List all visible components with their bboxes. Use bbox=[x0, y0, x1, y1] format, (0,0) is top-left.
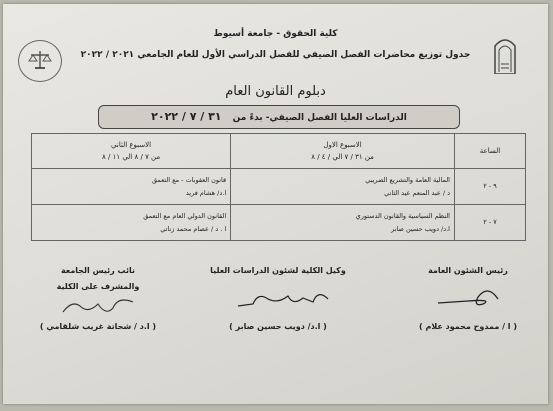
week1-header bbox=[231, 134, 455, 169]
right-signature-title: رئيس الشئون العامة bbox=[428, 266, 508, 275]
left-signature-title: نائب رئيس الجامعة bbox=[60, 266, 136, 275]
institution-name: كلية الحقوق - جامعة أسيوط bbox=[213, 29, 338, 39]
course-name: المالية العامة والتشريع الضريبي bbox=[365, 175, 450, 184]
right-signature-icon bbox=[428, 279, 508, 314]
left-signature-name: ( ا.د / شحاتة غريب شلقامي ) bbox=[39, 322, 157, 331]
week1-cell bbox=[231, 204, 455, 240]
session-header: الساعة bbox=[455, 134, 526, 169]
table-row bbox=[32, 204, 526, 240]
session-time: ٩ - ٢ bbox=[455, 168, 526, 204]
professor-name: ا . د / عصام محمد زناتي bbox=[160, 224, 227, 233]
week1-cell bbox=[231, 168, 455, 204]
week1-range: من ٣١ / ٧ الي / ٤ / ٨ bbox=[311, 152, 374, 161]
week2-header bbox=[32, 134, 231, 169]
left-signature-subtitle: والمشرف على الكلية bbox=[56, 282, 140, 291]
week2-cell bbox=[32, 204, 231, 240]
left-signature-icon bbox=[58, 294, 138, 322]
schedule-title: جدول توزيع محاضرات الفصل الصيفي للفصل الدراسي الأول للعام الجامعي ٢٠٢١ / ٢٠٢٢ bbox=[80, 50, 471, 60]
course-name: القانون الدولي العام مع التعمق bbox=[143, 211, 227, 220]
program-title: دبلوم القانون العام bbox=[225, 84, 326, 99]
period-label: الدراسات العليا الفصل الصيفي- بدءً من bbox=[232, 113, 407, 123]
middle-signature-title: وكيل الكلية لشئون الدراسات العليا bbox=[210, 266, 346, 275]
right-signature-name: ( ا / ممدوح محمود علام ) bbox=[419, 322, 517, 331]
table-header-row bbox=[32, 134, 526, 169]
faculty-logo-icon bbox=[492, 34, 518, 74]
professor-name: ا.د/ دويب حسين صابر bbox=[390, 224, 450, 233]
period-date: ٣١ / ٧ / ٢٠٢٢ bbox=[151, 110, 222, 123]
period-banner bbox=[98, 105, 460, 129]
professor-name: ا.د/ هشام فريد bbox=[185, 188, 227, 197]
middle-signature-icon bbox=[233, 284, 333, 314]
course-name: قانون العقوبات - مع التعمق bbox=[152, 175, 227, 184]
table-row bbox=[32, 168, 526, 204]
document-page bbox=[3, 4, 548, 404]
week2-range: من ٧ / ٨ الي ١١ / ٨ bbox=[102, 152, 161, 161]
university-seal-icon bbox=[18, 40, 62, 82]
course-name: النظم السياسية والقانون الدستوري bbox=[355, 211, 450, 220]
middle-signature-name: ( ا.د/ دويب حسين صابر ) bbox=[229, 322, 327, 331]
schedule-table bbox=[31, 133, 526, 241]
professor-name: د / عبد المنعم عيد الثاني bbox=[384, 188, 450, 197]
week1-name: الاسبوع الاول bbox=[323, 140, 362, 149]
session-time: ٧ - ٢ bbox=[455, 204, 526, 240]
week2-cell bbox=[32, 168, 231, 204]
week2-name: الاسبوع الثاني bbox=[111, 140, 152, 149]
